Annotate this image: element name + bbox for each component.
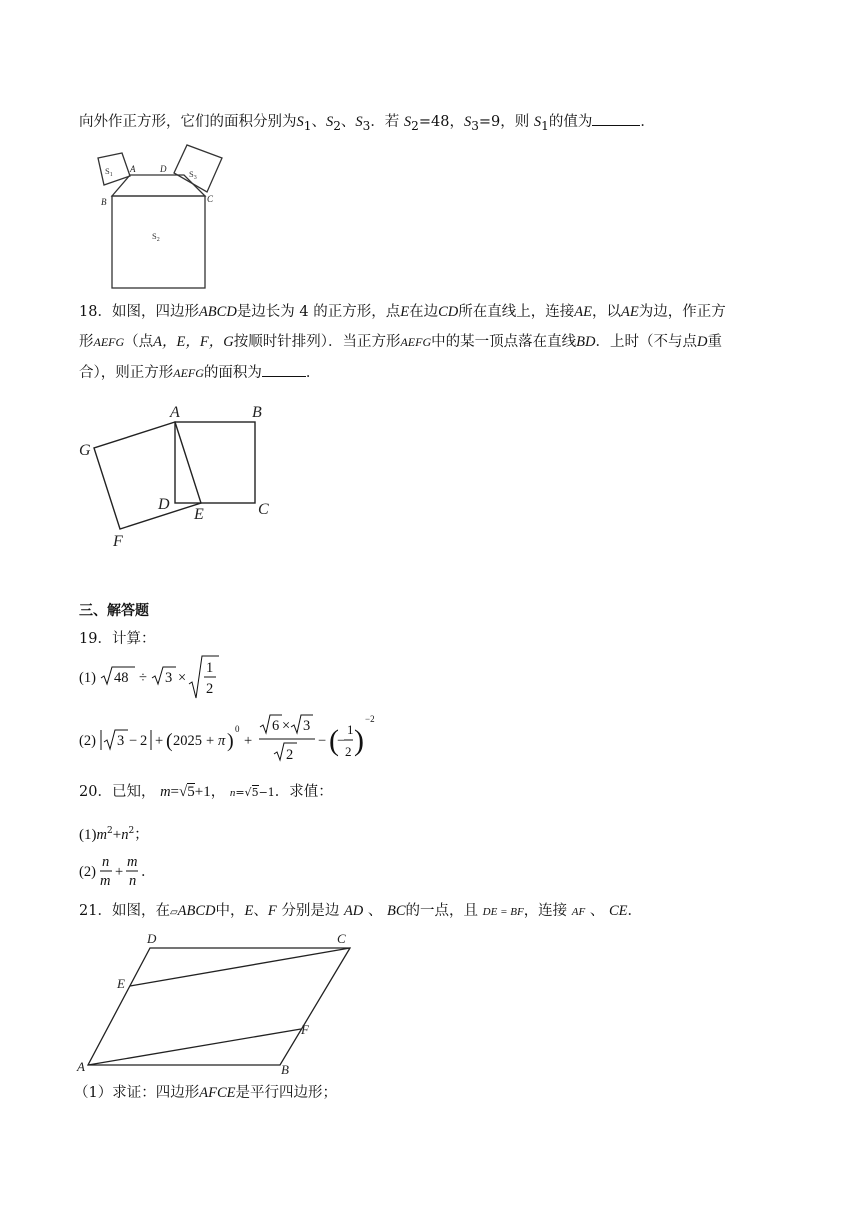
q17-text-b: ．若 [370,114,400,130]
var-bd: BD [576,334,596,350]
numerator: n [102,854,110,870]
q21-part1-text: 是平行四边形； [235,1085,337,1101]
var-s3: S [355,114,363,130]
sub-2: 2 [333,118,341,133]
plus-sign: + [112,826,122,843]
cond2-val: =9，则 [478,114,530,130]
period: ． [640,114,655,130]
q18-text: 为边，作正方 [638,304,726,320]
numerator: 1 [347,722,354,737]
paren-open: ( [329,724,339,757]
minus-sign: − [318,733,327,749]
q21-figure [74,928,364,1076]
label-g: G [79,442,91,459]
var-s1: S [296,114,304,130]
q18-line2 [79,332,722,352]
q20-text: 20．已知， [79,784,156,800]
section-heading: 三、解答题 [79,603,149,619]
label-b: B [252,404,262,421]
q20-part2-expression [79,852,159,892]
paren-open: ( [166,730,173,752]
pi-symbol: π [218,733,226,749]
label-s1: $S_1$ [105,166,113,178]
var-ae: AE [574,304,592,320]
q18-text: 形 [79,334,94,350]
sub-1: 1 [303,118,312,133]
q21-text: 的一点，且 [405,903,479,919]
denominator: 2 [345,744,352,759]
q20-part1 [79,821,149,845]
separator: ， [210,784,226,800]
equals-sign: = [235,786,245,799]
label-a: A [130,164,136,174]
var-abcd: ABCD [177,903,216,919]
separator: 、 [311,114,326,130]
q19-part2-tail [344,712,384,768]
segment-ce [130,948,350,986]
plus-one: +1 [194,784,211,800]
label-b: B [281,1062,289,1076]
var-e: E [400,304,410,320]
paren-close: ) [354,724,364,757]
number: 2025 [173,733,202,749]
label-c: C [207,194,214,204]
number: 5 [251,786,259,799]
q18-text: 重 [707,334,722,350]
number: 3 [117,733,125,749]
sub-3: 3 [362,118,371,133]
minus-sign: − [337,733,346,749]
label-d: D [158,496,170,513]
label-e: E [117,976,125,991]
label-f: F [113,533,123,550]
period: ． [627,903,642,919]
q21-text: ，连接 [523,903,568,919]
q21-line [79,901,642,923]
denominator: m [100,873,111,889]
q20-text: ．求值： [274,784,333,800]
var-s2: S [325,114,334,130]
cond2-sub: 3 [471,118,479,133]
q19-title: 19．计算： [79,631,156,647]
period: ． [305,365,321,381]
separator: 、 [367,903,383,919]
q18-text: 的面积为 [203,365,262,381]
divide-sign: ÷ [139,670,147,686]
var-ad: AD [343,903,364,919]
var-af: AF [571,906,586,918]
var-afce: AFCE [199,1085,236,1101]
var-aefg: AEFG [400,335,432,349]
segment-af [88,1029,301,1065]
number: 6 [272,718,280,734]
numerator: m [127,854,138,870]
separator: 、 [253,903,268,919]
var-m: m [160,784,171,800]
number: 48 [114,670,129,686]
label-c: C [258,501,269,518]
label-e: E [194,506,204,523]
part-label: （1） [74,1085,113,1101]
q18-text: 在边 [409,304,439,320]
paren-close: ) [227,730,234,752]
q21-part1 [74,1083,337,1103]
q18-line1 [79,302,726,322]
var-ce: CE [608,903,628,919]
q18-text: 中的某一顶点落在直线 [431,334,577,350]
var-aefg: AEFG [173,366,204,380]
var-abcd: ABCD [198,304,237,320]
equals-sign: = [170,784,180,800]
q18-text: 是边长为 4 的正方形，点 [236,304,401,320]
var-d: D [696,334,708,350]
number: 3 [303,718,311,734]
q18-text: （点 [124,334,154,350]
separator: 、 [340,114,356,130]
q18-figure [74,400,284,555]
minus-one: −1 [258,786,275,799]
var-cd: CD [438,304,459,320]
number: 3 [165,670,173,686]
cond1-val: =48， [418,114,464,130]
numerator: 1 [206,660,214,676]
q21-text: 21．如图，在 [79,903,170,919]
ask-var: S [533,114,542,130]
label-f: F [301,1022,309,1037]
answer-blank[interactable] [592,111,640,126]
number: 2 [140,733,148,749]
n-expression: n=√5−1 [229,786,275,799]
denominator: n [129,873,137,889]
q17-figure [84,140,234,292]
q18-text: 所在直线上，连接 [458,304,575,320]
label-b: B [101,197,107,207]
parallelogram-icon: ▱ [169,907,178,918]
plus-sign: + [115,864,124,880]
q21-part1-text: 求证：四边形 [112,1085,200,1101]
label-a: A [170,404,180,421]
q20-line [79,782,333,803]
q17-text-c: 的值为 [548,114,593,130]
label-a: A [77,1059,85,1074]
parallelogram-abcd [88,948,350,1065]
q19-part1-expression [79,654,219,700]
ask-sub: 1 [541,118,549,133]
var-n: n [229,787,236,799]
var-aefg: AEFG [93,335,125,349]
q18-text: 合），则正方形 [79,365,174,381]
minus-sign: − [129,733,138,749]
times-sign: × [282,718,291,734]
q18-text: ．上时（不与点 [595,334,697,350]
exponent: −2 [365,714,375,724]
plus-sign: + [206,733,215,749]
sqrt-expression: √5 [179,784,195,800]
separator: 、 [589,903,605,919]
q17-text-line [79,111,655,136]
q18-text: 按顺时针排列）．当正方形 [233,334,401,350]
exponent: 2 [106,826,113,836]
part-label: (2) [79,733,96,749]
exponent: 2 [128,826,135,836]
times-sign: × [178,670,187,686]
sqrt-icon [152,667,176,684]
square-s3 [174,145,222,192]
label-c: C [337,931,346,946]
var-ae: AE [621,304,639,320]
part-label: (1) [79,670,96,686]
q17-text-a: 向外作正方形，它们的面积分别为 [79,114,297,130]
q18-text: 18．如图，四边形 [79,304,199,320]
var-m: m [96,826,107,843]
cond1-var: S [403,114,412,130]
denominator: 2 [206,681,214,697]
answer-blank[interactable] [262,362,306,377]
plus-sign: + [244,733,253,749]
part-label: (1) [79,826,97,843]
q21-text: 中， [215,903,245,919]
var-e: E [244,903,254,919]
q19-part2-expression [79,712,359,768]
sqrt-icon [104,730,128,749]
label-s3: $S_3$ [189,169,197,181]
semicolon: ； [134,826,149,843]
cond1-sub: 2 [411,118,419,133]
q18-text: ，以 [592,304,621,320]
var-bc: BC [387,903,406,919]
exponent: 0 [235,724,240,734]
period: ． [141,864,156,880]
label-d: D [160,164,167,174]
var-points: A，E，F，G [153,334,234,350]
cond2-var: S [463,114,472,130]
condition-de-bf: DE = BF [482,906,524,918]
plus-sign: + [155,733,164,749]
q21-text: 分别是边 [281,903,340,919]
label-s2: $S_2$ [152,231,160,243]
number: 2 [286,747,294,763]
square-abcd [175,422,255,503]
label-d: D [147,931,157,946]
var-f: F [267,903,277,919]
var-n: n [121,826,129,843]
square-aefg [94,422,201,529]
part-label: (2) [79,864,96,880]
q18-line3 [79,362,320,383]
